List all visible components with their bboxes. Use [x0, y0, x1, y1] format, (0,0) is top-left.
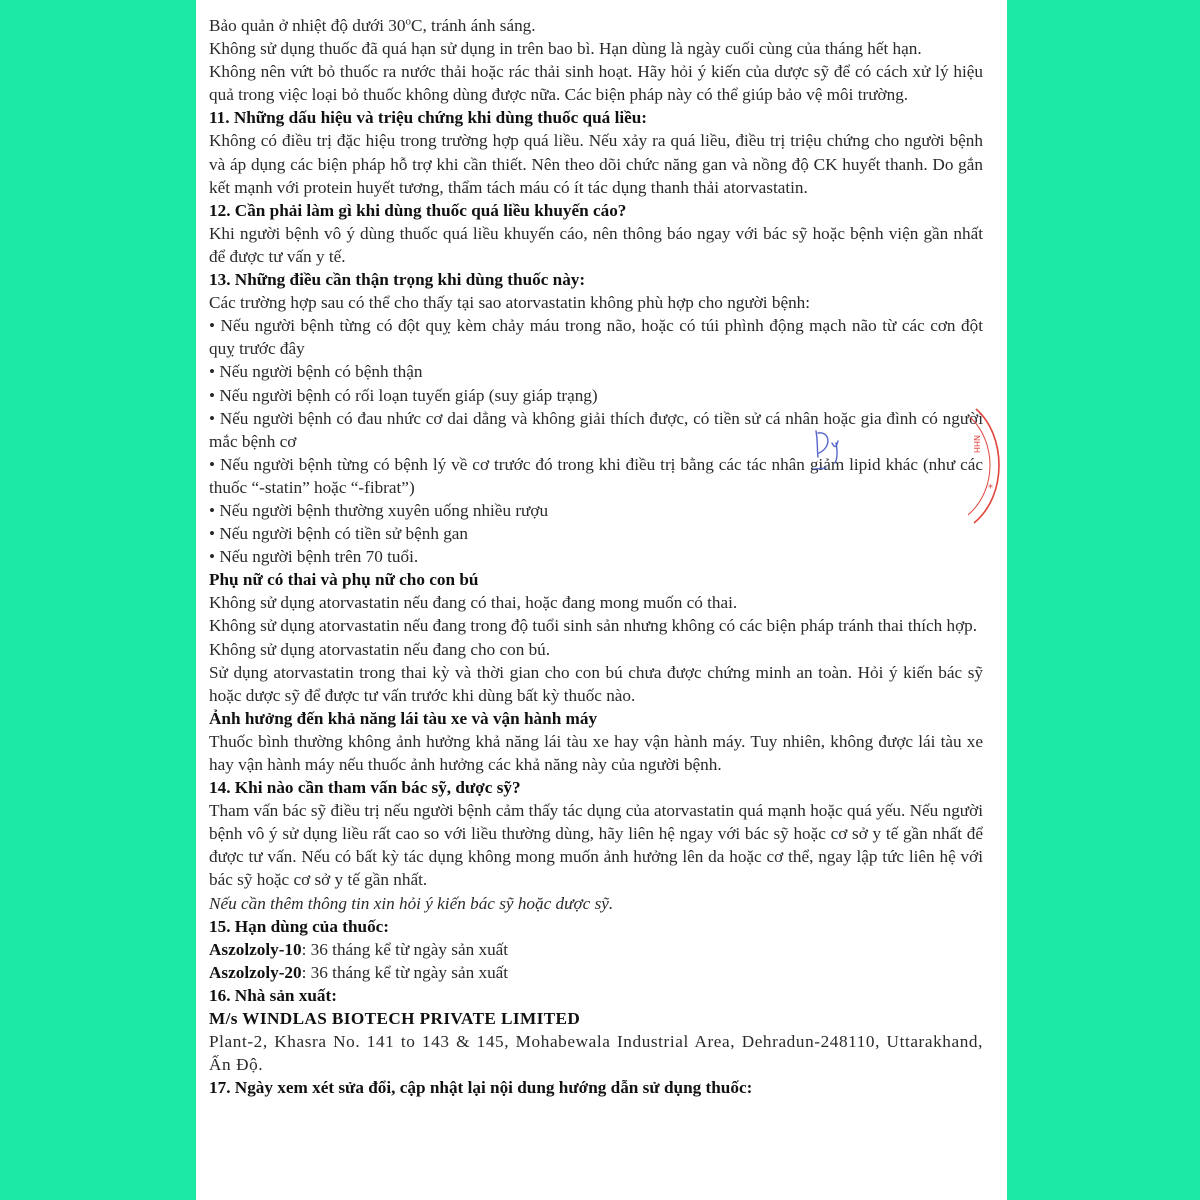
bullet-item: • Nếu người bệnh từng có bệnh lý về cơ trước đó trong khi điều trị bằng các tác nhân giảm lipid khác (như các thuốc “-statin” hoặc “-fibrat”): [209, 454, 983, 497]
section-14-note: Nếu cần thêm thông tin xin hỏi ý kiến bác sỹ hoặc dược sỹ.: [209, 893, 614, 913]
bullet-item: • Nếu người bệnh trên 70 tuổi.: [209, 547, 419, 567]
product-name: Aszolzoly-10: [209, 939, 302, 959]
shelf-life-value: : 36 tháng kể từ ngày sản xuất: [301, 939, 509, 959]
section-12-heading: 12. Cần phải làm gì khi dùng thuốc quá liều khuyến cáo?: [209, 200, 627, 220]
bullet-item: • Nếu người bệnh có bệnh thận: [209, 362, 423, 382]
section-13-intro: Các trường hợp sau có thể cho thấy tại sao atorvastatin không phù hợp cho người bệnh:: [209, 293, 811, 313]
pregnancy-line: Không sử dụng atorvastatin nếu đang có thai, hoặc đang mong muốn có thai.: [209, 593, 738, 613]
section-14-body: Tham vấn bác sỹ điều trị nếu người bệnh cảm thấy tác dụng của atorvastatin quá mạnh hoặc quá yếu. Nếu người bệnh vô ý sử dụng liều rất cao so với liều thường dùng, hãy liên hệ ngay với bác sỹ hoặc cơ sở y tế gần nhất để được tư vấn. Nếu có bất kỳ tác dụng không mong muốn ảnh hưởng lên da hoặc cơ thể, ngay lập tức liên hệ với bác sỹ hoặc cơ sở y tế gần nhất.: [209, 801, 983, 890]
bullet-item: • Nếu người bệnh có đau nhức cơ dai dẳng và không giải thích được, có tiền sử cá nhân hoặc gia đình có người mắc bệnh cơ: [209, 408, 983, 451]
section-14-heading: 14. Khi nào cần tham vấn bác sỹ, dược sỹ?: [209, 778, 521, 798]
manufacturer-name: M/s WINDLAS BIOTECH PRIVATE LIMITED: [209, 1009, 581, 1029]
stamp-edge: [958, 405, 1007, 525]
shelf-life-item: [209, 961, 983, 984]
signature-mark: [808, 425, 848, 475]
section-13-heading: 13. Những điều cần thận trọng khi dùng thuốc này:: [209, 270, 586, 290]
svg-text:*: *: [988, 483, 993, 494]
bullet-item: • Nếu người bệnh có tiền sử bệnh gan: [209, 524, 469, 544]
expiry-note: Không sử dụng thuốc đã quá hạn sử dụng in trên bao bì. Hạn dùng là ngày cuối cùng của tháng hết hạn.: [209, 39, 922, 59]
pregnancy-heading: Phụ nữ có thai và phụ nữ cho con bú: [209, 570, 479, 590]
shelf-life-item: [209, 938, 983, 961]
section-11-heading: 11. Những dấu hiệu và triệu chứng khi dùng thuốc quá liều:: [209, 108, 648, 128]
disposal-note: Không nên vứt bỏ thuốc ra nước thải hoặc rác thải sinh hoạt. Hãy hỏi ý kiến của dược sỹ để có cách xử lý hiệu quả trong việc loại bỏ thuốc không dùng được nữa. Các biện pháp này có thể giúp bảo vệ môi trường.: [209, 62, 983, 105]
degree-sup: o: [405, 15, 411, 28]
section-16-heading: 16. Nhà sản xuất:: [209, 985, 337, 1005]
section-17-heading: 17. Ngày xem xét sửa đổi, cập nhật lại nội dung hướng dẫn sử dụng thuốc:: [209, 1078, 753, 1098]
manufacturer-address: Plant-2, Khasra No. 141 to 143 & 145, Mohabewala Industrial Area, Dehradun-248110, Uttarakhand, Ấn Độ.: [209, 1032, 983, 1075]
svg-text:NHH: NHH: [972, 435, 981, 454]
bullet-item: • Nếu người bệnh thường xuyên uống nhiều rượu: [209, 500, 549, 520]
driving-heading: Ảnh hưởng đến khả năng lái tàu xe và vận hành máy: [209, 708, 598, 728]
product-name: Aszolzoly-20: [209, 962, 302, 982]
pregnancy-line: Sử dụng atorvastatin trong thai kỳ và thời gian cho con bú chưa được chứng minh an toàn. Hỏi ý kiến bác sỹ hoặc dược sỹ để được tư vấn trước khi dùng bất kỳ thuốc nào.: [209, 662, 983, 705]
section-11-body: Không có điều trị đặc hiệu trong trường hợp quá liều. Nếu xảy ra quá liều, điều trị triệu chứng cho người bệnh và áp dụng các biện pháp hỗ trợ khi cần thiết. Nên theo dõi chức năng gan và nồng độ CK huyết thanh. Do gắn kết mạnh với protein huyết tương, thẩm tách máu có ít tác dụng thanh thải atorvastatin.: [209, 131, 983, 197]
document-content: [209, 14, 983, 1099]
storage-text: Bảo quản ở nhiệt độ dưới 30: [209, 16, 406, 35]
section-15-heading: 15. Hạn dùng của thuốc:: [209, 916, 390, 936]
storage-line: [209, 14, 983, 37]
storage-text-end: C, tránh ánh sáng.: [410, 16, 536, 35]
document-page: [196, 0, 1007, 1200]
pregnancy-line: Không sử dụng atorvastatin nếu đang trong độ tuổi sinh sản nhưng không có các biện pháp tránh thai thích hợp.: [209, 616, 978, 636]
pregnancy-line: Không sử dụng atorvastatin nếu đang cho con bú.: [209, 639, 551, 659]
bullet-item: • Nếu người bệnh từng có đột quỵ kèm chảy máu trong não, hoặc có túi phình động mạch não từ các cơn đột quỵ trước đây: [209, 316, 983, 359]
section-12-body: Khi người bệnh vô ý dùng thuốc quá liều khuyến cáo, nên thông báo ngay với bác sỹ hoặc bệnh viện gần nhất để được tư vấn y tế.: [209, 223, 983, 266]
driving-body: Thuốc bình thường không ảnh hưởng khả năng lái tàu xe hay vận hành máy. Tuy nhiên, không được lái tàu xe hay vận hành máy nếu thuốc ảnh hưởng các khả năng này của người bệnh.: [209, 731, 983, 774]
bullet-item: • Nếu người bệnh có rối loạn tuyến giáp (suy giáp trạng): [209, 385, 598, 405]
shelf-life-value: : 36 tháng kể từ ngày sản xuất: [301, 962, 509, 982]
